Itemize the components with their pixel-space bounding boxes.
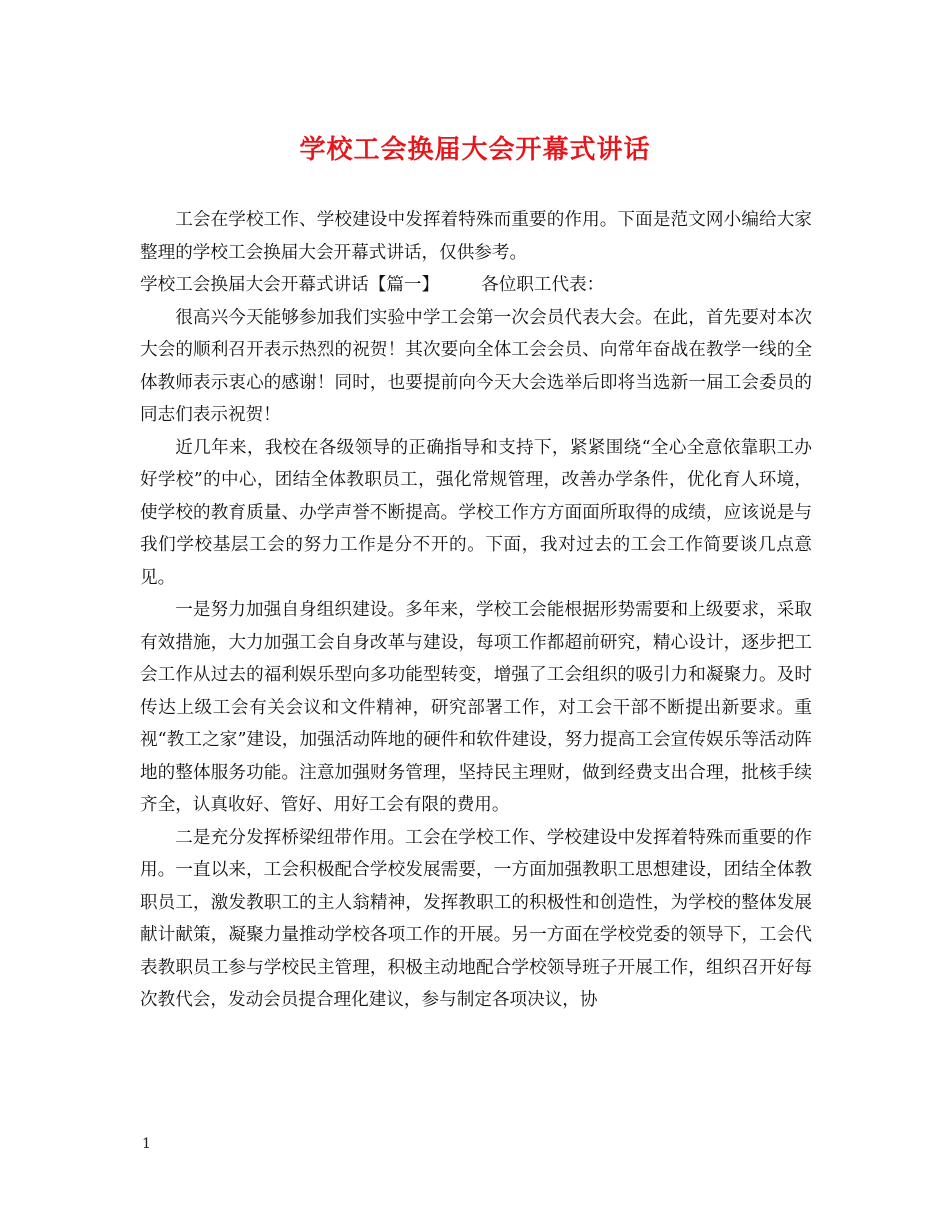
salutation: 各位职工代表： <box>481 275 605 295</box>
body-paragraph: 二是充分发挥桥梁纽带作用。工会在学校工作、学校建设中发挥着特殊而重要的作用。一直以来，工会积极配合学校发展需要，一方面加强教职工思想建设，团结全体教职员工，激发教职工的主人翁精神，发挥教职工的积极性和创造性，为学校的整体发展献计献策，凝聚力量推动学校各项工作的开展。另一方面在学校党委的领导下，工会代表教职员工参与学校民主管理，积极主动地配合学校领导班子开展工作，组织召开好每次教代会，发动会员提合理化建议，参与制定各项决议，协 <box>140 827 812 1010</box>
document-title: 学校工会换届大会开幕式讲话 <box>299 135 651 165</box>
body-paragraph: 近几年来，我校在各级领导的正确指导和支持下，紧紧围绕“全心全意依靠职工办好学校”的中心，团结全体教职员工，强化常规管理，改善办学条件，优化育人环境，使学校的教育质量、办学声誉不断提高。学校工作方方面面所取得的成绩，应该说是与我们学校基层工会的努力工作是分不开的。下面，我对过去的工会工作简要谈几点意见。 <box>140 437 812 588</box>
body-paragraph: 一是努力加强自身组织建设。多年来，学校工会能根据形势需要和上级要求，采取有效措施，大力加强工会自身改革与建设，每项工作都超前研究，精心设计，逐步把工会工作从过去的福利娱乐型向多功能型转变，增强了工会组织的吸引力和凝聚力。及时传达上级工会有关会议和文件精神，研究部署工作，对工会干部不断提出新要求。重视“教工之家”建设，加强活动阵地的硬件和软件建设，努力提高工会宣传娱乐等活动阵地的整体服务功能。注意加强财务管理，坚持民主理财，做到经费支出合理，批核手续齐全，认真收好、管好、用好工会有限的费用。 <box>140 600 812 815</box>
document-body <box>140 204 812 1017</box>
page-number: 1 <box>142 1136 151 1152</box>
section-heading: 学校工会换届大会开幕式讲话【篇一】 <box>140 275 440 295</box>
body-paragraph: 很高兴今天能够参加我们实验中学工会第一次会员代表大会。在此，首先要对本次大会的顺利召开表示热烈的祝贺！其次要向全体工会会员、向常年奋战在教学一线的全体教师表示衷心的感谢！同时，也要提前向今天大会选举后即将当选新一届工会委员的同志们表示祝贺！ <box>140 307 812 425</box>
intro-paragraph: 工会在学校工作、学校建设中发挥着特殊而重要的作用。下面是范文网小编给大家整理的学校工会换届大会开幕式讲话，仅供参考。 <box>140 210 812 263</box>
section-heading-line <box>140 269 812 302</box>
